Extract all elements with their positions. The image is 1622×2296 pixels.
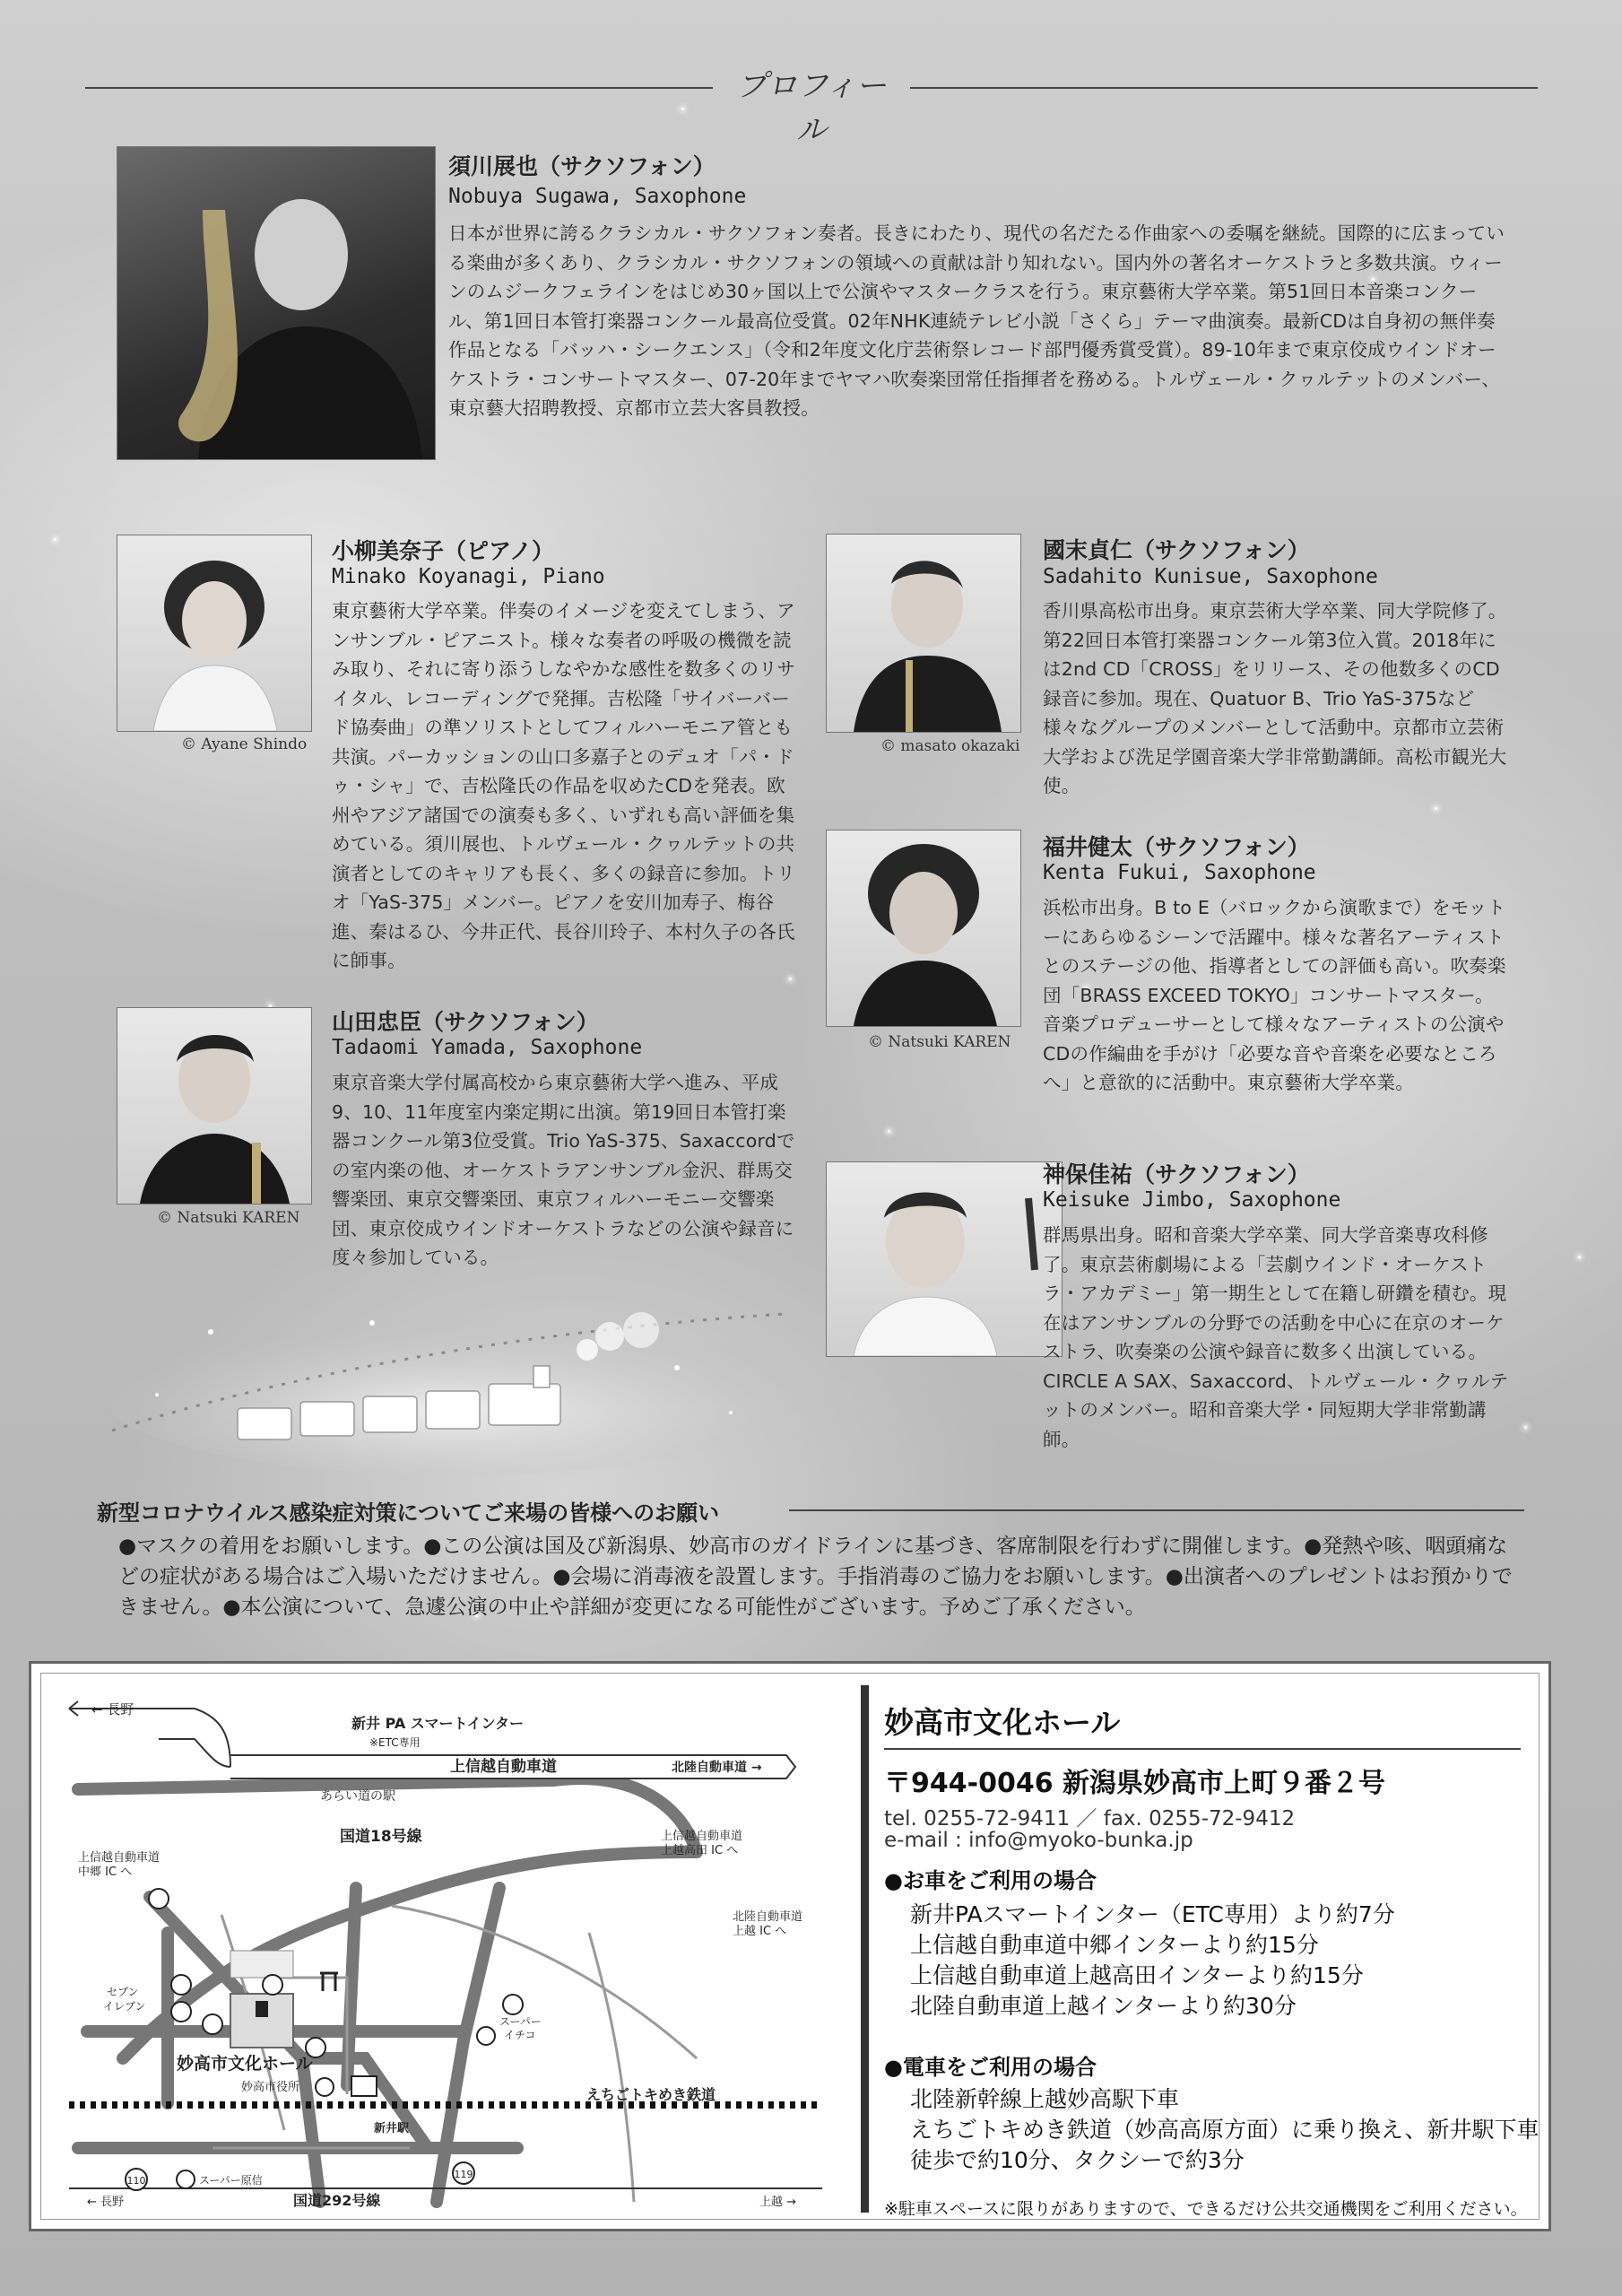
map-label-route292: 国道292号線 [293, 2192, 381, 2209]
car-access-title: ●お車をご利用の場合 [884, 1868, 1097, 1893]
venue-address: 〒944-0046 新潟県妙高市上町９番２号 [884, 1768, 1386, 1799]
venue-name: 妙高市文化ホール [884, 1705, 1121, 1740]
map-label-etc: ※ETC専用 [369, 1736, 421, 1749]
train-route: 徒歩で約10分、タクシーで約3分 [910, 2147, 1245, 2173]
map-label-nagano-top: ← 長野 [91, 1701, 134, 1718]
bio-sugawa: 日本が世界に誇るクラシカル・サクソフォン奏者。長きにわたり、現代の名だたる作曲家への委嘱を継続。国際的に広まっている楽曲が多くあり、クラシカル・サクソフォンの領域への貢献は計り知れない。国内外の著名オーケストラと多数共演。ウィーンのムジークフェラインをはじめ30ヶ国以上で公演やマスタークラスを行う。東京藝術大学卒業。第51回日本音楽コンクール、第1回日本管打楽器コンクール最高位受賞。02年NHK連続テレビ小説「さくら」テーマ曲演奏。最新CDは自身初の無伴奏作品となる「バッハ・シークエンス」（令和2年度文化庁芸術祭レコード部門優秀賞受賞）。89-10年まで東京佼成ウインドオーケストラ・コンサートマスター、07-20年までヤマハ吹奏楽団常任指揮者を務める。トルヴェール・クヮルテットのメンバー、東京藝大招聘教授、京都市立芸大客員教授。 [448, 222, 1505, 419]
notice-body: ●マスクの着用をお願いします。●この公演は国及び新潟県、妙高市のガイドラインに基づき、客席制限を行わずに開催します。●発熱や咳、咽頭痛などの症状がある場合はご入場いただけません。●会場に消毒液を設置します。手指消毒のご協力をお願いします。●出演者へのプレゼントはお預かりできません。●本公演について、急遽公演の中止や詳細が変更になる可能性がございます。予めご了承ください。 [118, 1535, 1513, 1619]
venue-rule [884, 1748, 1521, 1750]
photo-kunisue [826, 534, 1021, 733]
photo-jimbo [826, 1161, 1063, 1357]
map-label-joetsu: 上越 → [759, 2196, 797, 2209]
route-119-label: 119 [454, 2169, 473, 2180]
map-label-michinoeki: あらい道の駅 [320, 1789, 395, 1804]
access-panel [29, 1661, 1551, 2231]
map-label-super-ichiko-1: スーパー [499, 2015, 542, 2028]
bio-koyanagi: 東京藝術大学卒業。伴奏のイメージを変えてしまう、アンサンブル・ピアニスト。様々な奏者の呼吸の機微を読み取り、それに寄り添うしなやかな感性を数多くのリサイタル、レコーディングで発揮。吉松隆「サイバーバード協奏曲」の準ソリストとしてフィルハーモニア管とも共演。パーカッションの山口多嘉子とのデュオ「パ・ドゥ・シャ」で、吉松隆氏の作品を収めたCDを発表。欧州やアジア諸国での演奏も多く、いずれも高い評価を集めている。須川展也、トルヴェール・クヮルテットの共演者としてのキャリアも長く、多くの録音に参加。トリオ「YaS-375」メンバー。ピアノを安川加寿子、梅谷進、秦はるひ、今井正代、長谷川玲子、本村久子の各氏に師事。 [332, 600, 796, 971]
map-label-hall: 妙高市文化ホール [177, 2054, 313, 2074]
map-label-nakago-1: 上信越自動車道 [78, 1851, 160, 1865]
bio-jimbo: 群馬県出身。昭和音楽大学卒業、同大学音楽専攻科修了。東京芸術劇場による「芸劇ウインド・オーケストラ・アカデミー」第一期生として在籍し研鑽を積む。現在はアンサンブルの分野での活動を中心に在京のオーケストラ、吹奏楽の公演や録音に数多く出演している。CIRCLE A SAX、Saxaccord、トルヴェール・クヮルテットのメンバー。昭和音楽大学・同短期大学非常勤講師。 [1043, 1224, 1509, 1450]
map-label-joetsu-ic-1: 北陸自動車道 [733, 1910, 803, 1924]
name-ja-sugawa: 須川展也（サクソフォン） [448, 153, 716, 179]
map-label-seven-1: セブン [107, 1986, 139, 1998]
notice-title: 新型コロナウイルス感染症対策についてご来場の皆様へのお願い [97, 1500, 720, 1526]
car-route: 北陸自動車道上越インターより約30分 [910, 1993, 1297, 2019]
credit-koyanagi: © Ayane Shindo [181, 735, 308, 753]
car-route: 上信越自動車道上越高田インターより約15分 [910, 1962, 1364, 1988]
map-label-arai-station: 新井駅 [374, 2122, 410, 2135]
credit-kunisue: © masato okazaki [880, 737, 1020, 755]
photo-sugawa [117, 146, 436, 460]
header-rule-right [910, 87, 1538, 89]
header-rule-left [85, 87, 713, 89]
credit-fukui: © Natsuki KAREN [868, 1033, 1011, 1051]
map-label-takada-1: 上信越自動車道 [661, 1830, 743, 1843]
name-ja-fukui: 福井健太（サクソフォン） [1043, 834, 1310, 860]
name-en-yamada: Tadaomi Yamada, Saxophone [332, 1036, 643, 1059]
map-label-joetsu-ic-2: 上越 IC へ [733, 1925, 787, 1938]
parking-footnote: ※駐車スペースに限りがありますので、できるだけ公共交通機関をご利用ください。 [884, 2199, 1528, 2219]
map-label-nagano-bottom: ← 長野 [87, 2196, 125, 2209]
map-label-nakago-2: 中郷 IC へ [78, 1866, 133, 1879]
route-110-label: 110 [126, 2175, 146, 2187]
map-label-super-harashin: スーパー原信 [199, 2174, 263, 2187]
car-route: 上信越自動車道中郷インターより約15分 [910, 1932, 1319, 1958]
notice-rule [789, 1509, 1524, 1511]
bio-fukui: 浜松市出身。B to E（バロックから演歌まで）をモットーにあらゆるシーンで活躍中。様々な著名アーティストとのステージの他、指導者としての評価も高い。吹奏楽団「BRASS EXCEED TOKYO」コンサートマスター。音楽プロデューサーとして様々なアーティストの公演やCDの作編曲を手がけ「必要な音や音楽を必要なところへ」と意欲的に活動中。東京藝術大学卒業。 [1043, 897, 1506, 1093]
map-label-city-office: 妙高市役所 [241, 2081, 300, 2094]
photo-fukui [826, 830, 1021, 1027]
car-route: 新井PAスマートインター（ETC専用）より約7分 [910, 1901, 1395, 1927]
map-label-super-ichiko-2: イチコ [504, 2029, 536, 2041]
name-en-jimbo: Keisuke Jimbo, Saxophone [1043, 1188, 1341, 1212]
name-en-sugawa: Nobuya Sugawa, Saxophone [448, 185, 747, 208]
photo-yamada [117, 1007, 312, 1205]
access-map [51, 1682, 840, 2211]
name-ja-yamada: 山田忠臣（サクソフォン） [332, 1009, 599, 1035]
bio-kunisue: 香川県高松市出身。東京芸術大学卒業、同大学院修了。第22回日本管打楽器コンクール第3位入賞。2018年には2nd CD「CROSS」をリリース、その他数多くのCD録音に参加。現在、Quatuor B、Trio YaS-375など様々なグループのメンバーとして活動中。京都市立芸術大学および洗足学園音楽大学非常勤講師。高松市観光大使。 [1043, 600, 1507, 796]
name-en-koyanagi: Minako Koyanagi, Piano [332, 565, 605, 588]
venue-email: e-mail : info@myoko-bunka.jp [884, 1829, 1193, 1852]
bio-yamada: 東京音楽大学付属高校から東京藝術大学へ進み、平成9、10、11年度室内楽定期に出演。第19回日本管打楽器コンクール第3位受賞。Trio YaS-375、Saxaccordでの室内楽の他、オーケストラアンサンブル金沢、群馬交響楽団、東京交響楽団、東京フィルハーモニー交響楽団、東京佼成ウインドオーケストラなどの公演や録音に度々参加している。 [332, 1072, 795, 1268]
credit-yamada: © Natsuki KAREN [157, 1209, 300, 1227]
map-label-hokuriku: 北陸自動車道 → [672, 1761, 762, 1775]
page-title: プロフィール [736, 68, 887, 148]
train-route: 北陸新幹線上越妙高駅下車 [910, 2086, 1180, 2112]
map-label-toki: えちごトキめき鉄道 [586, 2086, 716, 2103]
photo-koyanagi [117, 535, 312, 732]
name-ja-jimbo: 神保佳祐（サクソフォン） [1043, 1161, 1310, 1187]
train-access-title: ●電車をご利用の場合 [884, 2055, 1097, 2080]
name-en-kunisue: Sadahito Kunisue, Saxophone [1043, 565, 1378, 588]
map-label-joshinetsu: 上信越自動車道 [450, 1758, 557, 1776]
map-label-takada-2: 上越高田 IC へ [661, 1844, 739, 1857]
map-label-seven-2: イレブン [103, 2000, 146, 2013]
map-label-smart-ic: 新井 PA スマートインター [351, 1715, 525, 1732]
venue-accent-bar [861, 1685, 869, 2213]
name-ja-kunisue: 國末貞仁（サクソフォン） [1043, 537, 1310, 563]
train-illustration [103, 1296, 802, 1475]
venue-phone-fax: tel. 0255-72-9411 ／ fax. 0255-72-9412 [884, 1807, 1296, 1831]
train-route: えちごトキめき鉄道（妙高高原方面）に乗り換え、新井駅下車 [910, 2117, 1540, 2143]
name-en-fukui: Kenta Fukui, Saxophone [1043, 861, 1316, 884]
map-label-route18: 国道18号線 [340, 1828, 422, 1846]
name-ja-koyanagi: 小柳美奈子（ピアノ） [332, 538, 555, 564]
